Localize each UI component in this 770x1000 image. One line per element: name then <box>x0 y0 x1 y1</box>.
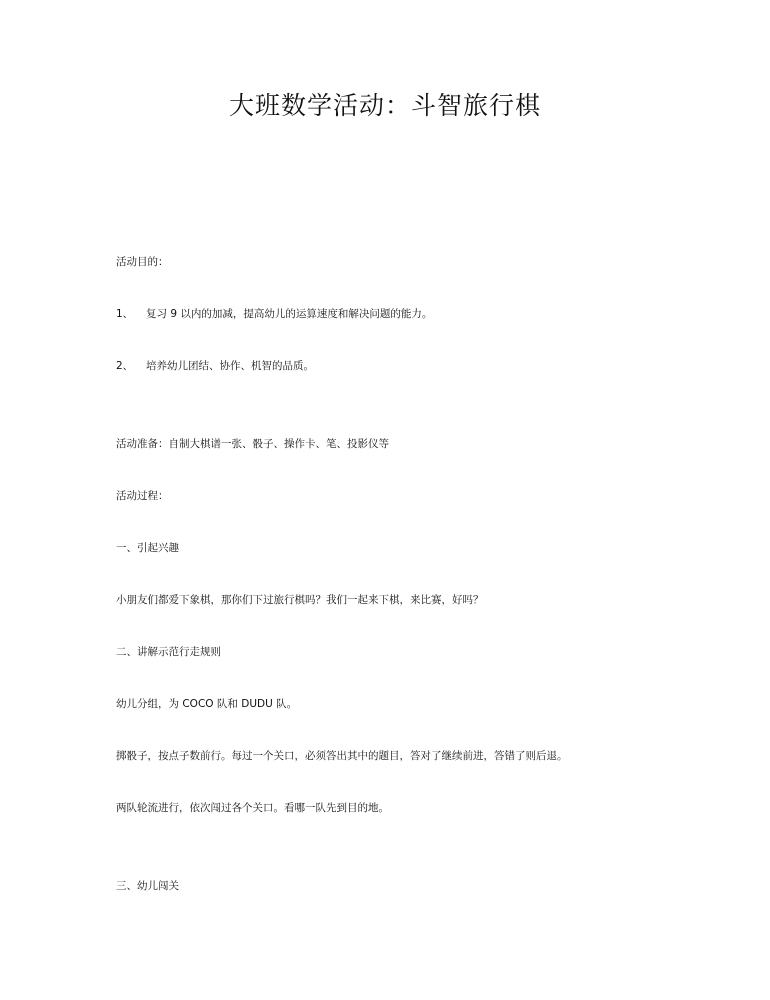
section2-group-text <box>116 696 297 712</box>
group-text-mid: 队和 <box>213 698 242 710</box>
group-text-post: 队。 <box>272 698 298 710</box>
team-dudu: DUDU <box>241 698 273 710</box>
goal-item-1-num: 9 <box>170 308 178 320</box>
goal-item-1 <box>116 306 432 322</box>
document-title: 大班数学活动：斗智旅行棋 <box>228 91 541 120</box>
preparation-text: 活动准备：自制大棋谱一张、骰子、操作卡、笔、投影仪等 <box>116 438 389 450</box>
goal-item-1-text-post: 以内的加减，提高幼儿的运算速度和解决问题的能力。 <box>177 308 433 320</box>
section2-heading: 二、讲解示范行走规则 <box>116 646 221 658</box>
goal-item-1-number: 1、 <box>116 308 134 320</box>
goal-item-2-text: 培养幼儿团结、协作、机智的品质。 <box>146 360 314 372</box>
section1-text: 小朋友们都爱下象棋，那你们下过旅行棋吗？我们一起来下棋，来比赛，好吗？ <box>116 594 484 606</box>
section1-heading: 一、引起兴趣 <box>116 542 179 554</box>
goal-item-1-text-pre: 复习 <box>146 308 171 320</box>
section3-heading: 三、幼儿闯关 <box>116 880 179 892</box>
goal-item-2-number: 2、 <box>116 360 134 372</box>
goal-item-2 <box>116 358 314 374</box>
section2-rule-1: 掷骰子，按点子数前行。每过一个关口，必须答出其中的题目，答对了继续前进，答错了则后退。 <box>116 750 568 762</box>
group-text-pre: 幼儿分组，为 <box>116 698 183 710</box>
process-heading: 活动过程： <box>116 490 169 502</box>
section2-rule-2: 两队轮流进行，依次闯过各个关口。看哪一队先到目的地。 <box>116 802 389 814</box>
goal-heading: 活动目的： <box>116 256 169 268</box>
team-coco: COCO <box>182 698 214 710</box>
